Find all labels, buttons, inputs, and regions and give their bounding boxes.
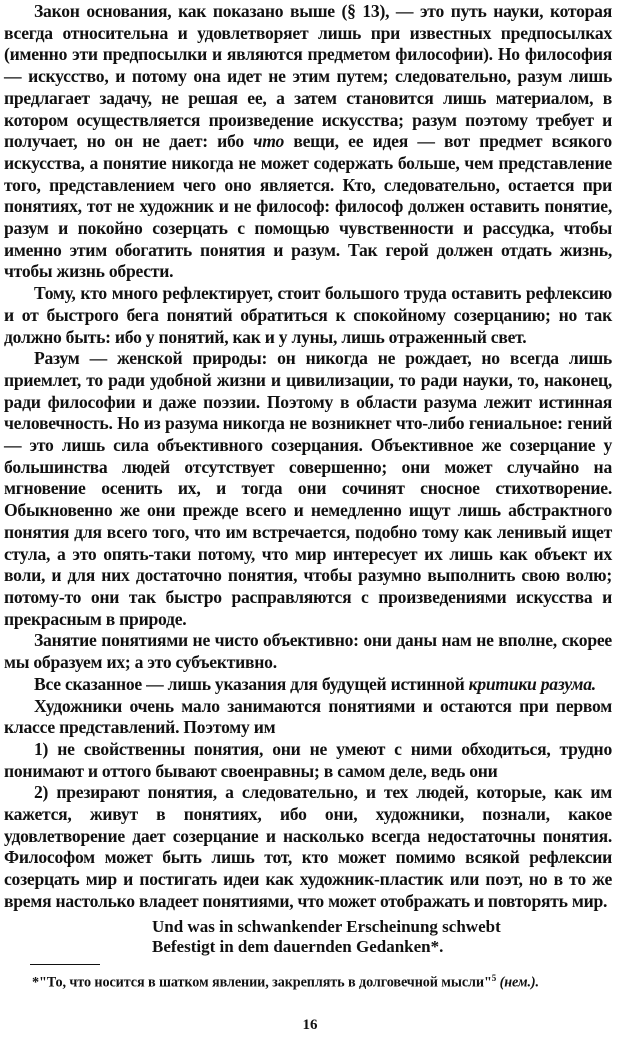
paragraph [4,782,612,912]
page-body [4,0,612,957]
paragraph-text: 1) не свойственны понятия, они не умеют с ними обходиться, трудно понимают и оттого бывают своенравны; в самом деле, ведь они [4,738,612,781]
emphasis-text: критики разума. [468,673,596,694]
paragraph-text: вещи, ее идея — вот предмет всякого искусства, а понятие никогда не может содержать больше, чем представление того, представлением чего оно является. Кто, следовательно, остается при понятиях, тот не художник и не философ: философ должен оставить понятие, разум и покойно созерцать с помощью чувственности и рассудка, чтобы именно этим обогатить понятия и разум. Так герой должен отдать жизнь, чтобы жизнь обрести. [4,131,612,282]
emphasis-text: что [253,131,285,152]
paragraph-text: Художники очень мало занимаются понятиями и остаются при первом классе представлений. Поэтому им [4,695,612,738]
paragraph-text: 2) презирают понятия, а следовательно, и тех людей, которые, как им кажется, живут в понятиях, ибо они, художники, познали, какое удовлетворение дает созерцание и насколько всегда недостаточны понятия. Философом может быть лишь тот, кто может помимо всякой рефлексии созерцать мир и постигать идеи как художник-пластик или поэт, но в то же время настолько владеет понятиями, что может отображать и повторять мир. [4,782,612,911]
footnote-divider [30,964,100,965]
paragraph [4,348,612,630]
paragraph [4,739,612,782]
paragraph-text: Закон основания, как показано выше (§ 13), — это путь науки, которая всегда относительна и удовлетворяет лишь при известных предпосылках (именно эти предпосылки и являются предметом философии). Но философия — искусство, и потому она идет не этим путем; следовательно, разум лишь предлагает задачу, не решая ее, а затем становится лишь материалом, в котором осуществляется произведение искусства; разум поэтому требует и получает, но он не дает: ибо [4,1,612,152]
paragraph [4,630,612,673]
paragraph [4,696,612,739]
verse-line: Und was in schwankender Erscheinung schwebt [152,916,501,936]
footnote-ref: 5 [491,973,497,983]
paragraph-text: Тому, кто много рефлектирует, стоит большого труда оставить рефлексию и от быстрого бега понятий обратиться к спокойному созерцанию; но так должно быть: ибо у понятий, как и у луны, лишь отраженный свет. [4,283,612,347]
main-text [4,0,612,913]
verse-quote [152,917,612,957]
paragraph [4,0,612,283]
paragraph [4,283,612,348]
paragraph-text: Разум — женской природы: он никогда не рождает, но всегда лишь приемлет, то ради удобной жизни и цивилизации, то ради науки, то, наконец, ради философии и даже поэзии. Поэтому в области разума лежит истинная человечность. Но из разума никогда не возникнет что-либо гениальное: гений — это лишь сила объективного созерцания. Объективное же созерцание у большинства людей отсутствует совершенно; они может случайно на мгновение осенить их, и тогда они сочинят сносное стихотворение. Обыкновенно же они прежде всего и немедленно ищут лишь абстрактного понятия для всего того, что им встречается, подобно тому как ленивый ищет стула, а это опять-таки потому, что мир интересует их лишь как объект их воли, и для них достаточно понятия, чтобы разумно выполнить свою волю; потому-то они так быстро расправляются с произведениями искусства и прекрасным в природе. [4,348,612,629]
paragraph [4,674,612,696]
footnote-text: *"То, что носится в шатком явлении, закреплять в долговечной мысли" [32,974,492,991]
footnote [32,969,610,993]
verse-line: Befestigt in dem dauernden Gedanken*. [152,936,444,956]
paragraph-text: Занятие понятиями не чисто объективно: они даны нам не вполне, скорее мы образуем их; а это субъективно. [4,630,612,673]
footnote-note: (нем.). [499,974,539,991]
page-number: 16 [302,1017,318,1033]
paragraph-text: Все сказанное — лишь указания для будущей истинной [34,673,469,694]
